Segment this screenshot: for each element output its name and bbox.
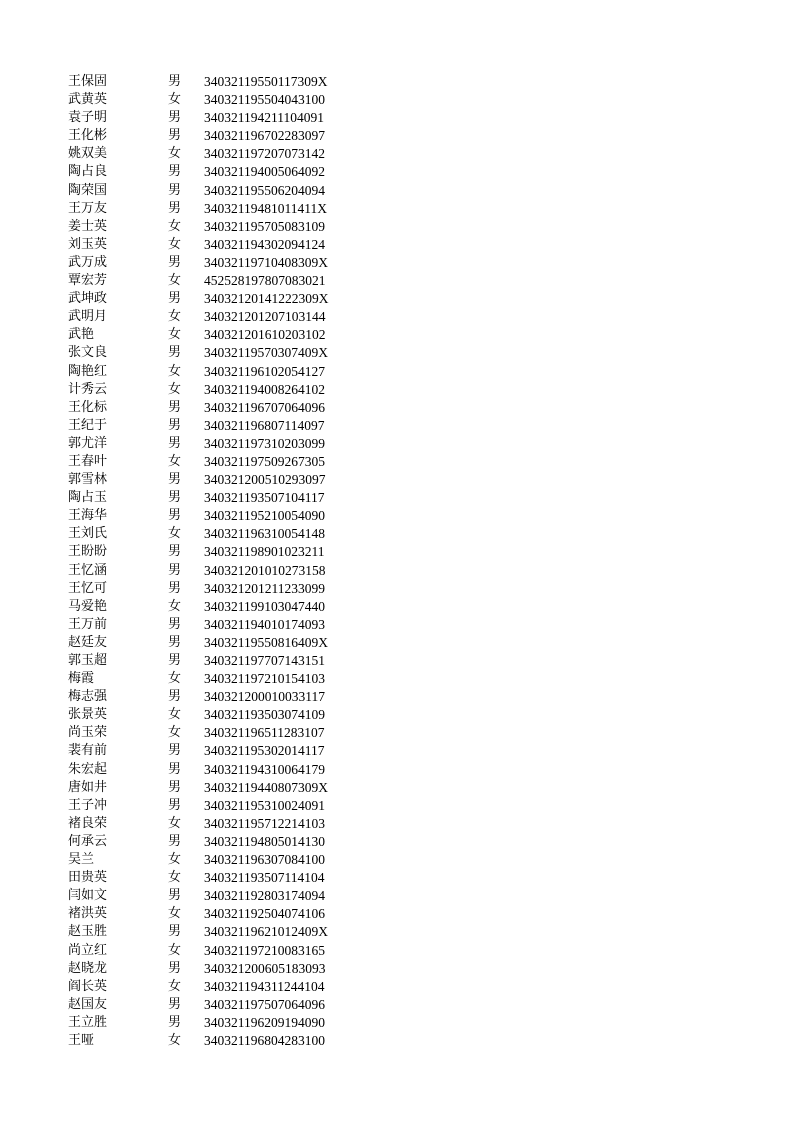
id-number-cell: 340321195705083109 xyxy=(204,218,325,234)
id-number-cell: 340321195712214103 xyxy=(204,815,325,831)
table-row xyxy=(68,543,388,561)
name-cell: 王万前 xyxy=(68,616,108,632)
name-cell: 王哑 xyxy=(68,1032,95,1048)
name-cell: 王海华 xyxy=(68,508,108,524)
table-row xyxy=(68,471,388,489)
id-number-cell: 340321192504074106 xyxy=(204,906,325,922)
table-row xyxy=(68,73,388,91)
table-row xyxy=(68,363,388,381)
id-number-cell: 340321197509267305 xyxy=(204,453,325,469)
table-row xyxy=(68,652,388,670)
table-row xyxy=(68,869,388,887)
table-row xyxy=(68,670,388,688)
id-number-cell: 340321197207073142 xyxy=(204,146,325,162)
gender-cell: 男 xyxy=(168,580,182,596)
gender-cell: 男 xyxy=(168,472,182,488)
table-row xyxy=(68,724,388,742)
name-cell: 王盼盼 xyxy=(68,544,108,560)
gender-cell: 女 xyxy=(168,671,182,687)
gender-cell: 男 xyxy=(168,888,182,904)
gender-cell: 男 xyxy=(168,960,182,976)
table-row xyxy=(68,326,388,344)
table-row xyxy=(68,616,388,634)
name-cell: 姚双美 xyxy=(68,146,108,162)
id-number-cell: 340321193503074109 xyxy=(204,707,325,723)
gender-cell: 男 xyxy=(168,508,182,524)
id-number-cell: 340321196102054127 xyxy=(204,363,325,379)
table-row xyxy=(68,435,388,453)
id-number-cell: 340321193507114104 xyxy=(204,870,325,886)
name-cell: 武万成 xyxy=(68,254,108,270)
id-number-cell: 340321195506204094 xyxy=(204,182,325,198)
gender-cell: 男 xyxy=(168,1014,182,1030)
name-cell: 田贵英 xyxy=(68,870,108,886)
table-row xyxy=(68,109,388,127)
name-cell: 吴兰 xyxy=(68,852,95,868)
table-row xyxy=(68,453,388,471)
name-cell: 唐如井 xyxy=(68,779,108,795)
id-number-cell: 340321195504043100 xyxy=(204,92,325,108)
name-cell: 王子冲 xyxy=(68,797,108,813)
name-cell: 褚良荣 xyxy=(68,815,108,831)
table-row xyxy=(68,417,388,435)
table-row xyxy=(68,381,388,399)
id-number-cell: 340321193507104117 xyxy=(204,490,325,506)
table-row xyxy=(68,236,388,254)
name-cell: 陶荣国 xyxy=(68,182,108,198)
name-cell: 武坤政 xyxy=(68,291,108,307)
name-cell: 赵国友 xyxy=(68,996,108,1012)
id-number-cell: 340321196310054148 xyxy=(204,526,325,542)
table-row xyxy=(68,634,388,652)
table-row xyxy=(68,797,388,815)
table-row xyxy=(68,1032,388,1050)
id-number-cell: 340321201610203102 xyxy=(204,327,326,343)
id-number-cell: 340321194211104091 xyxy=(204,110,324,126)
table-row xyxy=(68,290,388,308)
table-row xyxy=(68,742,388,760)
name-cell: 郭尤洋 xyxy=(68,435,108,451)
gender-cell: 女 xyxy=(168,725,182,741)
gender-cell: 男 xyxy=(168,562,182,578)
gender-cell: 男 xyxy=(168,490,182,506)
table-row xyxy=(68,145,388,163)
table-row xyxy=(68,200,388,218)
id-number-cell: 340321194805014130 xyxy=(204,833,325,849)
name-cell: 裴有前 xyxy=(68,743,108,759)
table-row xyxy=(68,688,388,706)
gender-cell: 男 xyxy=(168,833,182,849)
table-row xyxy=(68,996,388,1014)
name-cell: 郭玉超 xyxy=(68,653,108,668)
name-cell: 尚立红 xyxy=(68,942,108,958)
name-cell: 覃宏芳 xyxy=(68,273,108,289)
id-number-cell: 340321196209194090 xyxy=(204,1014,325,1030)
id-number-cell: 340321194005064092 xyxy=(204,164,325,180)
id-number-cell: 340321196804283100 xyxy=(204,1032,325,1048)
gender-cell: 女 xyxy=(168,598,182,614)
name-cell: 朱宏起 xyxy=(68,761,108,777)
name-cell: 张文良 xyxy=(68,345,108,361)
table-row xyxy=(68,960,388,978)
gender-cell: 女 xyxy=(168,363,182,379)
gender-cell: 女 xyxy=(168,526,182,542)
id-number-cell: 340321194010174093 xyxy=(204,616,325,632)
table-row xyxy=(68,598,388,616)
gender-cell: 女 xyxy=(168,309,182,325)
table-row xyxy=(68,942,388,960)
table-row xyxy=(68,163,388,181)
roster-table xyxy=(68,73,388,1050)
name-cell: 王忆涵 xyxy=(68,562,108,578)
id-number-cell: 340321198901023211 xyxy=(204,544,325,560)
table-row xyxy=(68,1014,388,1032)
gender-cell: 女 xyxy=(168,273,182,289)
id-number-cell: 340321196511283107 xyxy=(204,725,325,741)
name-cell: 王化标 xyxy=(68,399,108,415)
name-cell: 郭雪林 xyxy=(68,472,108,488)
id-number-cell: 340321194310064179 xyxy=(204,761,325,777)
id-number-cell: 34032119621012409X xyxy=(204,924,328,940)
id-number-cell: 340321200010033117 xyxy=(204,689,325,705)
table-row xyxy=(68,308,388,326)
name-cell: 王纪于 xyxy=(68,417,108,433)
id-number-cell: 340321197210083165 xyxy=(204,942,325,958)
name-cell: 计秀云 xyxy=(68,381,108,397)
gender-cell: 女 xyxy=(168,92,182,108)
name-cell: 武黄英 xyxy=(68,92,108,108)
name-cell: 闫如文 xyxy=(68,888,108,904)
id-number-cell: 340321194311244104 xyxy=(204,978,325,994)
table-row xyxy=(68,851,388,869)
gender-cell: 男 xyxy=(168,996,182,1012)
table-row xyxy=(68,344,388,362)
name-cell: 马爱艳 xyxy=(68,598,108,614)
table-row xyxy=(68,562,388,580)
gender-cell: 男 xyxy=(168,743,182,759)
id-number-cell: 340321201211233099 xyxy=(204,580,325,596)
id-number-cell: 340321192803174094 xyxy=(204,888,325,904)
id-number-cell: 340321197707143151 xyxy=(204,653,325,668)
gender-cell: 男 xyxy=(168,200,182,216)
table-row xyxy=(68,887,388,905)
id-number-cell: 340321195302014117 xyxy=(204,743,325,759)
name-cell: 赵晓龙 xyxy=(68,960,108,976)
gender-cell: 男 xyxy=(168,254,182,270)
id-number-cell: 340321196702283097 xyxy=(204,128,325,144)
gender-cell: 男 xyxy=(168,417,182,433)
gender-cell: 女 xyxy=(168,815,182,831)
table-row xyxy=(68,489,388,507)
id-number-cell: 340321196807114097 xyxy=(204,417,325,433)
table-row xyxy=(68,779,388,797)
table-row xyxy=(68,580,388,598)
name-cell: 王春叶 xyxy=(68,453,108,469)
name-cell: 梅志强 xyxy=(68,689,108,705)
table-row xyxy=(68,978,388,996)
table-row xyxy=(68,923,388,941)
gender-cell: 男 xyxy=(168,399,182,415)
id-number-cell: 340321196707064096 xyxy=(204,399,325,415)
id-number-cell: 34032119440807309X xyxy=(204,779,328,795)
name-cell: 褚洪英 xyxy=(68,906,108,922)
table-row xyxy=(68,127,388,145)
gender-cell: 女 xyxy=(168,707,182,723)
table-row xyxy=(68,507,388,525)
id-number-cell: 340321195210054090 xyxy=(204,508,325,524)
name-cell: 王保固 xyxy=(68,74,108,89)
name-cell: 陶占玉 xyxy=(68,490,108,506)
gender-cell: 男 xyxy=(168,634,182,650)
table-row xyxy=(68,91,388,109)
gender-cell: 男 xyxy=(168,291,182,307)
gender-cell: 男 xyxy=(168,797,182,813)
gender-cell: 男 xyxy=(168,761,182,777)
table-row xyxy=(68,272,388,290)
gender-cell: 男 xyxy=(168,110,182,126)
name-cell: 赵玉胜 xyxy=(68,924,108,940)
id-number-cell: 340321197210154103 xyxy=(204,671,325,687)
table-row xyxy=(68,182,388,200)
id-number-cell: 340321200510293097 xyxy=(204,472,326,488)
gender-cell: 女 xyxy=(168,146,182,162)
id-number-cell: 452528197807083021 xyxy=(204,273,326,289)
name-cell: 张景英 xyxy=(68,707,108,723)
gender-cell: 男 xyxy=(168,128,182,144)
id-number-cell: 340321197310203099 xyxy=(204,435,325,451)
name-cell: 何承云 xyxy=(68,833,108,849)
name-cell: 阎长英 xyxy=(68,978,108,994)
gender-cell: 男 xyxy=(168,164,182,180)
table-row xyxy=(68,525,388,543)
name-cell: 姜士英 xyxy=(68,218,108,234)
table-row xyxy=(68,905,388,923)
id-number-cell: 34032119570307409X xyxy=(204,345,328,361)
table-row xyxy=(68,815,388,833)
table-row xyxy=(68,706,388,724)
table-row xyxy=(68,218,388,236)
name-cell: 尚玉荣 xyxy=(68,725,108,741)
table-row xyxy=(68,833,388,851)
name-cell: 王忆可 xyxy=(68,580,108,596)
table-row xyxy=(68,254,388,272)
id-number-cell: 34032119550117309X xyxy=(204,74,328,89)
gender-cell: 男 xyxy=(168,345,182,361)
gender-cell: 女 xyxy=(168,381,182,397)
id-number-cell: 34032119710408309X xyxy=(204,254,328,270)
gender-cell: 女 xyxy=(168,978,182,994)
id-number-cell: 340321200605183093 xyxy=(204,960,326,976)
name-cell: 刘玉英 xyxy=(68,236,108,252)
id-number-cell: 340321194008264102 xyxy=(204,381,325,397)
name-cell: 陶占良 xyxy=(68,164,108,180)
id-number-cell: 34032120141222309X xyxy=(204,291,329,307)
gender-cell: 女 xyxy=(168,1032,182,1048)
name-cell: 武明月 xyxy=(68,309,108,325)
name-cell: 赵廷友 xyxy=(68,634,108,650)
gender-cell: 女 xyxy=(168,942,182,958)
name-cell: 王化彬 xyxy=(68,128,108,144)
gender-cell: 男 xyxy=(168,435,182,451)
name-cell: 梅霞 xyxy=(68,671,95,687)
id-number-cell: 340321196307084100 xyxy=(204,852,325,868)
gender-cell: 男 xyxy=(168,616,182,632)
gender-cell: 女 xyxy=(168,453,182,469)
gender-cell: 女 xyxy=(168,870,182,886)
id-number-cell: 340321201010273158 xyxy=(204,562,326,578)
gender-cell: 女 xyxy=(168,906,182,922)
gender-cell: 男 xyxy=(168,924,182,940)
table-row xyxy=(68,761,388,779)
id-number-cell: 340321199103047440 xyxy=(204,598,325,614)
gender-cell: 女 xyxy=(168,218,182,234)
gender-cell: 男 xyxy=(168,182,182,198)
gender-cell: 女 xyxy=(168,327,182,343)
gender-cell: 女 xyxy=(168,236,182,252)
id-number-cell: 340321197507064096 xyxy=(204,996,325,1012)
gender-cell: 男 xyxy=(168,74,182,89)
table-row xyxy=(68,399,388,417)
name-cell: 武艳 xyxy=(68,327,95,343)
name-cell: 王刘氏 xyxy=(68,526,108,542)
gender-cell: 男 xyxy=(168,779,182,795)
id-number-cell: 340321195310024091 xyxy=(204,797,325,813)
id-number-cell: 340321201207103144 xyxy=(204,309,326,325)
gender-cell: 男 xyxy=(168,689,182,705)
id-number-cell: 34032119481011411X xyxy=(204,200,327,216)
id-number-cell: 34032119550816409X xyxy=(204,634,328,650)
gender-cell: 女 xyxy=(168,852,182,868)
name-cell: 陶艳红 xyxy=(68,363,108,379)
name-cell: 王立胜 xyxy=(68,1014,108,1030)
name-cell: 袁子明 xyxy=(68,110,108,126)
gender-cell: 男 xyxy=(168,544,182,560)
name-cell: 王万友 xyxy=(68,200,108,216)
gender-cell: 男 xyxy=(168,653,182,668)
id-number-cell: 340321194302094124 xyxy=(204,236,325,252)
